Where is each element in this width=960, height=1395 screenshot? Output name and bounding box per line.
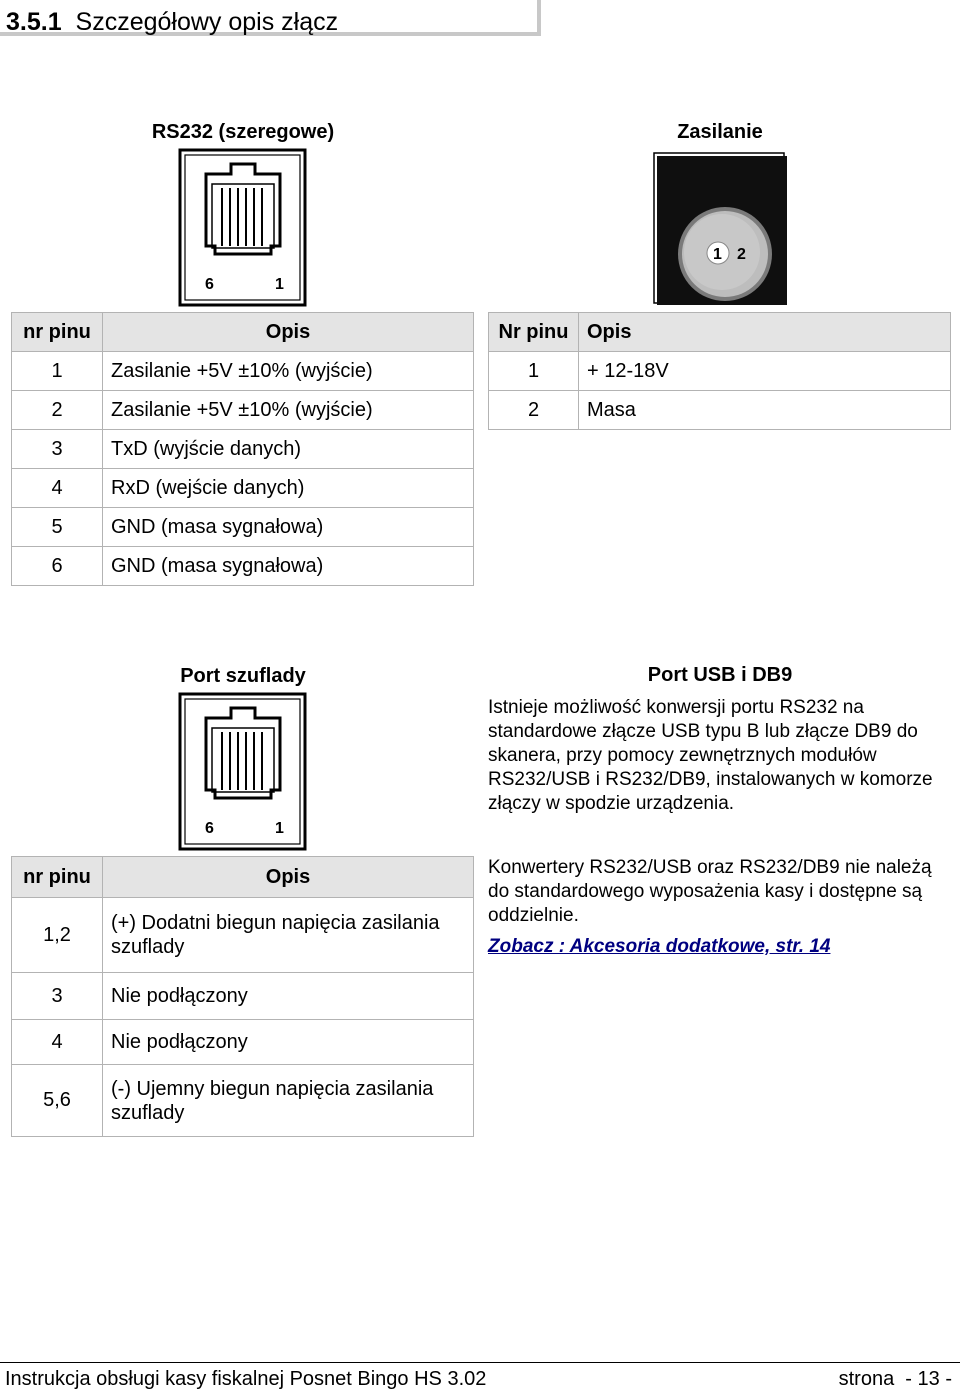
usb-db9-paragraph-1: Istnieje możliwość konwersji portu RS232 na standardowe złącze USB typu B lub złącze DB9 do skanera, przy pomocy zewnętrznych modułów RS232/USB i RS232/DB9, instalowanych w komorze złączy w spodzie urządzenia. bbox=[488, 697, 933, 814]
col-desc-header: Opis bbox=[103, 857, 474, 898]
drawer-connector-diagram bbox=[178, 692, 308, 852]
pin-number: 3 bbox=[12, 973, 103, 1020]
col-pin-header: Nr pinu bbox=[489, 313, 579, 352]
table-header-row bbox=[489, 313, 951, 352]
pin-description: GND (masa sygnałowa) bbox=[103, 547, 474, 586]
pin-number: 1 bbox=[12, 352, 103, 391]
rs232-pin-table bbox=[11, 312, 474, 586]
col-pin-header: nr pinu bbox=[12, 857, 103, 898]
table-row bbox=[12, 547, 474, 586]
pin-number: 6 bbox=[12, 547, 103, 586]
power-connector-diagram bbox=[652, 151, 788, 305]
rs232-pin-1-label: 1 bbox=[275, 276, 284, 293]
drawer-heading: Port szuflady bbox=[180, 665, 306, 687]
power-pin-1-label: 1 bbox=[713, 246, 722, 263]
table-row bbox=[12, 352, 474, 391]
table-row bbox=[12, 1020, 474, 1065]
pin-description: Zasilanie +5V ±10% (wyjście) bbox=[103, 391, 474, 430]
power-pin-2-label: 2 bbox=[737, 246, 746, 263]
table-header-row bbox=[12, 313, 474, 352]
usb-db9-heading: Port USB i DB9 bbox=[647, 664, 793, 686]
table-row bbox=[12, 391, 474, 430]
table-row bbox=[12, 508, 474, 547]
col-desc-header: Opis bbox=[579, 313, 951, 352]
pin-number: 4 bbox=[12, 469, 103, 508]
drawer-pin-table bbox=[11, 856, 474, 1137]
pin-description: TxD (wyjście danych) bbox=[103, 430, 474, 469]
pin-description: RxD (wejście danych) bbox=[103, 469, 474, 508]
pin-description: Nie podłączony bbox=[103, 973, 474, 1020]
rs232-heading: RS232 (szeregowe) bbox=[151, 121, 335, 143]
accessories-link[interactable]: Zobacz : Akcesoria dodatkowe, str. 14 bbox=[488, 936, 831, 957]
pin-description: + 12-18V bbox=[579, 352, 951, 391]
pin-description: (+) Dodatni biegun napięcia zasilania szuflady bbox=[103, 898, 474, 973]
pin-description: (-) Ujemny biegun napięcia zasilania szuflady bbox=[103, 1065, 474, 1137]
footer-page-number: strona - 13 - bbox=[838, 1368, 952, 1390]
pin-number: 3 bbox=[12, 430, 103, 469]
table-row bbox=[489, 391, 951, 430]
pin-description: Zasilanie +5V ±10% (wyjście) bbox=[103, 352, 474, 391]
table-row bbox=[12, 898, 474, 973]
pin-number: 5,6 bbox=[12, 1065, 103, 1137]
section-number: 3.5.1 bbox=[6, 8, 62, 36]
table-row bbox=[489, 352, 951, 391]
power-heading: Zasilanie bbox=[677, 121, 763, 143]
col-desc-header: Opis bbox=[103, 313, 474, 352]
table-row bbox=[12, 469, 474, 508]
power-pin-table bbox=[488, 312, 951, 430]
pin-description: Nie podłączony bbox=[103, 1020, 474, 1065]
section-title: Szczegółowy opis złącz bbox=[75, 8, 339, 36]
pin-number: 1 bbox=[489, 352, 579, 391]
pin-description: Masa bbox=[579, 391, 951, 430]
table-header-row bbox=[12, 857, 474, 898]
drawer-pin-1-label: 1 bbox=[275, 820, 284, 837]
pin-number: 1,2 bbox=[12, 898, 103, 973]
footer-divider bbox=[0, 1362, 960, 1363]
pin-number: 4 bbox=[12, 1020, 103, 1065]
usb-db9-paragraph-2: Konwertery RS232/USB oraz RS232/DB9 nie należą do standardowego wyposażenia kasy i dostępne są oddzielnie. bbox=[488, 857, 932, 926]
pin-description: GND (masa sygnałowa) bbox=[103, 508, 474, 547]
rs232-pin-6-label: 6 bbox=[205, 276, 214, 293]
table-row bbox=[12, 430, 474, 469]
drawer-pin-6-label: 6 bbox=[205, 820, 214, 837]
pin-number: 5 bbox=[12, 508, 103, 547]
rs232-connector-diagram bbox=[178, 148, 308, 308]
table-row bbox=[12, 1065, 474, 1137]
section-heading bbox=[6, 8, 338, 37]
pin-number: 2 bbox=[489, 391, 579, 430]
col-pin-header: nr pinu bbox=[12, 313, 103, 352]
section-header bbox=[0, 0, 541, 36]
table-row bbox=[12, 973, 474, 1020]
footer-document-title: Instrukcja obsługi kasy fiskalnej Posnet Bingo HS 3.02 bbox=[5, 1368, 487, 1390]
pin-number: 2 bbox=[12, 391, 103, 430]
